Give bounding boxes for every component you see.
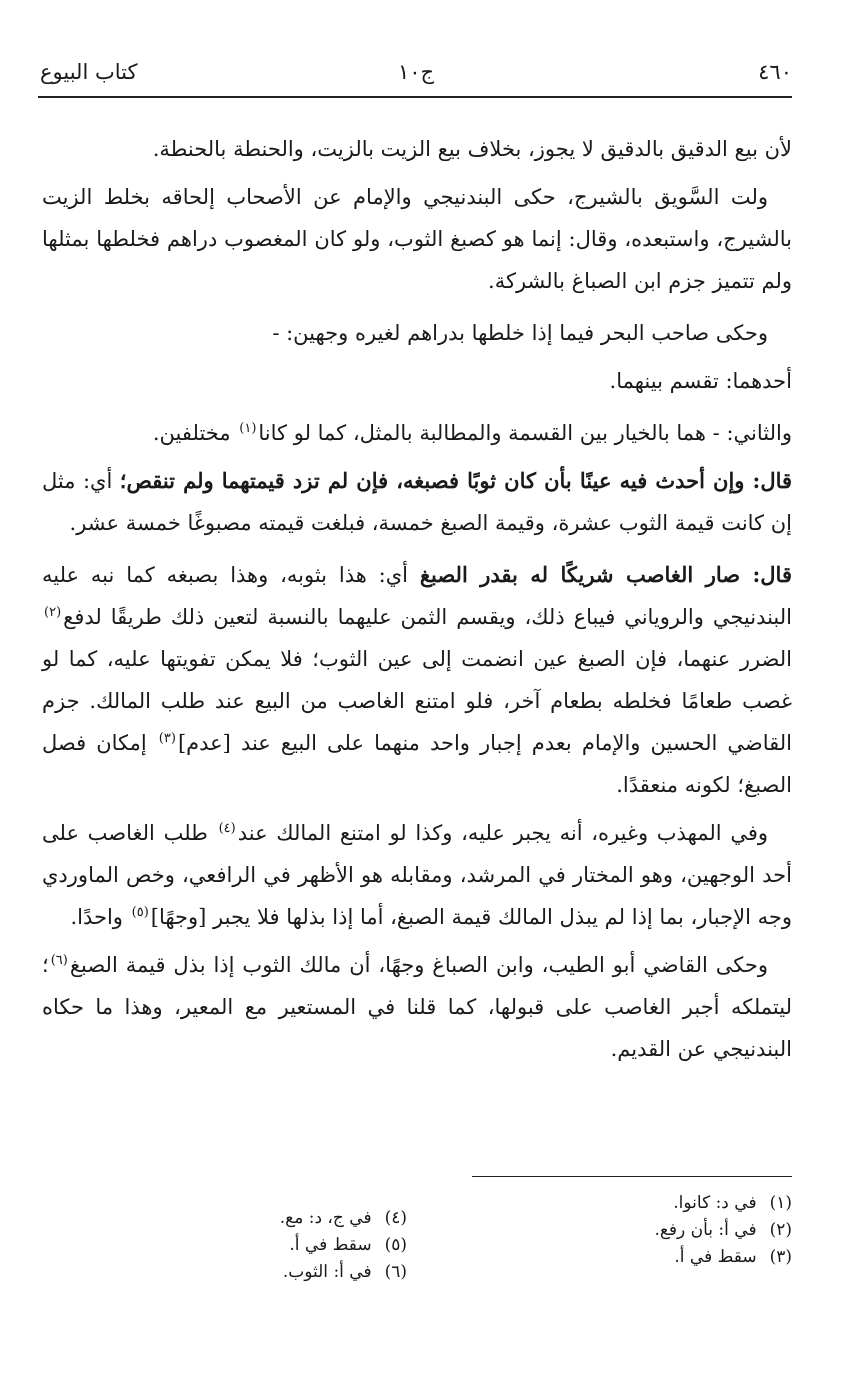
paragraph-text: الضرر عنهما، فإن الصبغ عين انضمت إلى عين الثوب؛ فلا يمكن تفويتها عليه، كما لو غصب طعامًا فخلطه بطعام آخر، فلو امتنع الغاصب من البيع عند طلب المالك. جزم القاضي الحسين والإمام بعدم إجبار واحد منهما على البيع عند [عدم] (42, 647, 792, 755)
footnote (492, 1190, 792, 1217)
paragraph-text: وحكى صاحب البحر فيما إذا خلطها بدراهم لغيره وجهين: - (272, 321, 768, 345)
paragraph (42, 176, 792, 302)
footnotes-column (147, 1205, 407, 1286)
footnote-text: سقط في أ. (289, 1235, 372, 1255)
footnote-reference: (٦) (50, 953, 68, 968)
paragraph (42, 460, 792, 544)
paragraph-text: واحدًا. (70, 905, 130, 929)
main-text (42, 128, 792, 1070)
footnotes-column (492, 1190, 792, 1271)
matn-text: قال: صار الغاصب شريكًا له بقدر الصبغ (419, 562, 792, 587)
footnote-number: (٤) (384, 1208, 407, 1228)
paragraph (42, 412, 792, 454)
paragraph-text: ؛ ليتملكه أجبر الغاصب على قبولها، كما قلنا في المستعير مع المعير، وهذا ما حكاه البندنيجي عن القديم. (42, 953, 792, 1061)
paragraph-text: إمكان فصل الصبغ؛ لكونه منعقدًا. (42, 731, 792, 797)
paragraph (42, 944, 792, 1070)
footnote-text: في ج، د: مع. (279, 1208, 372, 1228)
paragraph-text: وحكى القاضي أبو الطيب، وابن الصباغ وجهًا، أن مالك الثوب إذا بذل قيمة الصبغ (69, 953, 768, 977)
paragraph-text: أي: مثل إن كانت قيمة الثوب عشرة، وقيمة الصبغ خمسة، فبلغت قيمته مصبوغًا خمسة عشر. (42, 469, 792, 535)
footnote-text: في أ: الثوب. (282, 1262, 372, 1282)
footnote (147, 1259, 407, 1286)
footnote (147, 1205, 407, 1232)
footnote-text: في أ: بأن رفع. (654, 1220, 757, 1240)
volume-number: ج١٠ (397, 60, 435, 84)
footnote (492, 1244, 792, 1271)
footnote (147, 1232, 407, 1259)
footnote-reference: (٢) (44, 605, 62, 620)
footnote-number: (٦) (384, 1262, 407, 1282)
footnote-number: (٣) (769, 1247, 792, 1267)
paragraph-text: والثاني: - هما بالخيار بين القسمة والمطالبة بالمثل، كما لو كانا (258, 421, 792, 445)
paragraph-text: لأن بيع الدقيق بالدقيق لا يجوز، بخلاف بيع الزيت بالزيت، والحنطة بالحنطة. (152, 137, 792, 161)
paragraph-text: أحدهما: تقسم بينهما. (609, 369, 792, 393)
footnote-reference: (١) (239, 421, 257, 436)
footnote-number: (٢) (769, 1220, 792, 1240)
header-rule (38, 96, 792, 98)
page-header (40, 60, 792, 96)
paragraph-text: طلب الغاصب على أحد الوجهين، وهو المختار في المرشد، ومقابله هو الأظهر في الرافعي، وخص الماوردي وجه الإجبار، بما إذا لم يبذل المالك قيمة الصبغ، أما إذا بذلها فلا يجبر [وجهًا] (42, 821, 792, 929)
matn-text: قال: وإن أحدث فيه عينًا بأن كان ثوبًا فصبغه، فإن لم تزد قيمتهما ولم تنقص؛ (119, 468, 793, 493)
footnote-text: في د: كانوا. (673, 1193, 757, 1213)
footnote-number: (١) (769, 1193, 792, 1213)
footnote-reference: (٥) (131, 905, 149, 920)
paragraph-text: أي: هذا بثوبه، وهذا بصبغه كما نبه عليه البندنيجي والروياني فيباع ذلك، ويقسم الثمن عليهما بالنسبة لتعين ذلك طريقًا لدفع (42, 563, 792, 629)
paragraph-text: ولت السَّويق بالشيرج، حكى البندنيجي والإمام عن الأصحاب إلحاقه بخلط الزيت بالشيرج، واستبعده، وقال: إنما هو كصبغ الثوب، ولو كان المغصوب دراهم فخلطها بمثلها ولم تتميز جزم ابن الصباغ بالشركة. (42, 185, 792, 293)
footnote-reference: (٣) (158, 731, 176, 746)
page-number: ٤٦٠ (758, 60, 792, 84)
paragraph (42, 312, 792, 354)
footnote-reference: (٤) (218, 821, 236, 836)
footnote-text: سقط في أ. (674, 1247, 757, 1267)
paragraph-text: وفي المهذب وغيره، أنه يجبر عليه، وكذا لو امتنع المالك عند (237, 821, 768, 845)
paragraph (42, 128, 792, 170)
footnote-number: (٥) (384, 1235, 407, 1255)
paragraph-text: مختلفين. (152, 421, 238, 445)
footnote-rule (472, 1176, 792, 1177)
paragraph (42, 554, 792, 806)
footnote (492, 1217, 792, 1244)
paragraph (42, 812, 792, 938)
paragraph (42, 360, 792, 402)
book-title: كتاب البيوع (40, 60, 138, 84)
